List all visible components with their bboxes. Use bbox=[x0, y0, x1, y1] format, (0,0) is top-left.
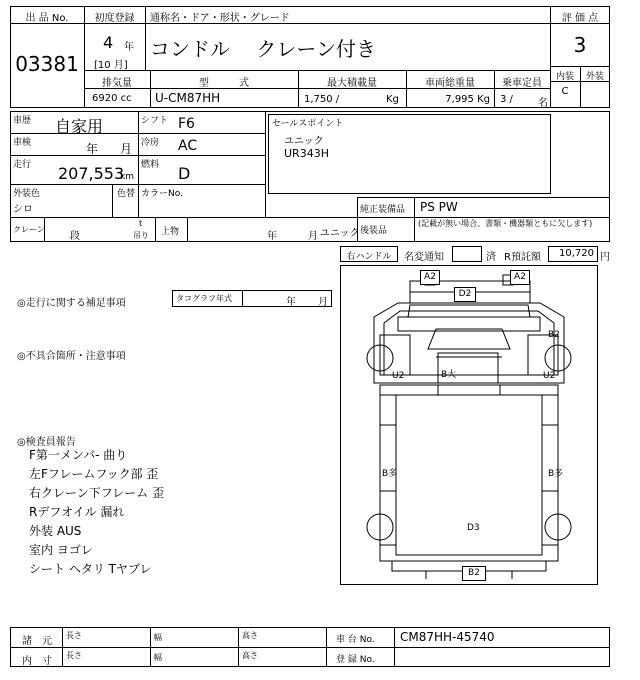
damage-tag: B大 bbox=[441, 370, 457, 380]
lot-no: 03381 bbox=[15, 52, 79, 76]
name-change-label: 名変通知 bbox=[404, 252, 444, 263]
model-code-label: 型 式 bbox=[199, 78, 249, 89]
history-label: 車歴 bbox=[13, 116, 32, 126]
first-reg-year-unit: 年 bbox=[124, 42, 134, 53]
max-load-unit: Kg bbox=[386, 94, 399, 105]
inspection-label: 車検 bbox=[13, 138, 32, 148]
history: 自家用 bbox=[55, 117, 104, 136]
inspector-line: Rデフオイル 漏れ bbox=[29, 505, 125, 519]
shift-label: シフト bbox=[141, 116, 169, 126]
max-load-label: 最大積載量 bbox=[327, 78, 377, 89]
return-label: 済 bbox=[486, 252, 496, 263]
len-label: 長さ bbox=[66, 651, 82, 660]
inspector-line: 室内 ヨゴレ bbox=[29, 543, 93, 557]
gross-weight-label: 車両総重量 bbox=[425, 78, 475, 89]
name-change-box bbox=[452, 246, 482, 262]
model-name-label: 通称名・ドア・形状・グレード bbox=[150, 13, 290, 24]
gross-weight: 7,995 Kg bbox=[445, 94, 490, 105]
damage-tag: B多 bbox=[548, 469, 564, 479]
defects-label: ◎不具合箇所・注意事項 bbox=[17, 351, 126, 362]
crane-label: クレーン bbox=[13, 225, 45, 234]
truck-outline bbox=[340, 265, 598, 585]
damage-tag: U2 bbox=[543, 371, 556, 381]
reg-label: 登 録 No. bbox=[336, 655, 375, 665]
crane-hanging-label: 吊り bbox=[133, 231, 149, 240]
capacity: 3 / bbox=[500, 94, 513, 105]
exterior-label: 外装 bbox=[585, 72, 604, 82]
aftermarket-label: 後装品 bbox=[360, 226, 388, 236]
color-no-label: 色替 bbox=[117, 189, 136, 199]
damage-tag: D2 bbox=[454, 287, 476, 302]
equip: PS PW bbox=[420, 200, 458, 214]
max-load: 1,750 / bbox=[304, 94, 340, 105]
steering: 右ハンドル bbox=[346, 252, 392, 262]
displacement: 6920 cc bbox=[92, 93, 132, 104]
damage-tag: A2 bbox=[420, 270, 440, 285]
sales-point-label: セールスポイント bbox=[272, 119, 344, 129]
displacement-label: 排気量 bbox=[102, 78, 132, 89]
inspector-line: 右クレーン下フレーム 歪 bbox=[29, 486, 165, 500]
size-label: 内 寸 bbox=[22, 656, 52, 667]
interior-label: 内装 bbox=[555, 72, 574, 82]
damage-tag: B2 bbox=[462, 566, 486, 581]
inspector-line: 外装 AUS bbox=[29, 524, 82, 538]
spec-label: 諸 元 bbox=[22, 636, 52, 647]
capacity-label: 乗車定員 bbox=[502, 78, 542, 89]
model-code: U-CM87HH bbox=[155, 91, 221, 105]
mileage-unit: km bbox=[120, 172, 134, 182]
chassis-label: 車 台 No. bbox=[336, 635, 375, 645]
recycle-amount: 10,720 bbox=[559, 248, 594, 259]
height-label: 高さ bbox=[242, 631, 258, 640]
model-name: コンドル クレーン付き bbox=[150, 37, 376, 61]
inspector-line: シート ヘタリ Tヤブレ bbox=[29, 562, 152, 576]
inspector-line: F第一メンバ- 曲り bbox=[29, 448, 128, 462]
lot-no-label: 出 品 No. bbox=[25, 13, 69, 24]
aftermarket-note: (記載が無い場合、書類・機器類ともに欠します) bbox=[418, 219, 593, 228]
interior-grade: C bbox=[561, 86, 569, 97]
recycle-label: R預託額 bbox=[504, 252, 541, 263]
inspector-label: ◎検査員報告 bbox=[17, 437, 76, 448]
grade-label: 評 価 点 bbox=[561, 13, 599, 24]
equip-label: 純正装備品 bbox=[360, 205, 406, 215]
width-label: 幅 bbox=[154, 653, 162, 662]
grade: 3 bbox=[573, 33, 587, 57]
color-code-label: カラーNo. bbox=[141, 189, 183, 199]
ac: AC bbox=[178, 138, 198, 154]
damage-tag: A2 bbox=[510, 270, 530, 285]
width-label: 幅 bbox=[154, 633, 162, 642]
inspection-month: 月 bbox=[120, 142, 133, 156]
inspector-line: 左Fフレームフック部 歪 bbox=[29, 467, 159, 481]
damage-tag: U2 bbox=[392, 371, 405, 381]
tacho-label: タコグラフ年式 bbox=[176, 294, 232, 303]
len-label: 長さ bbox=[66, 631, 82, 640]
capacity-unit: 名 bbox=[538, 98, 548, 109]
crane-stage-unit: 段 bbox=[70, 231, 80, 242]
upper-label: 上物 bbox=[161, 227, 180, 237]
fuel: D bbox=[178, 164, 191, 183]
tacho-month-unit: 月 bbox=[318, 297, 328, 308]
color-label: 外装色 bbox=[13, 189, 41, 199]
mileage-label: 走行 bbox=[13, 160, 32, 170]
upper-year-unit: 年 bbox=[267, 231, 277, 242]
mileage: 207,553 bbox=[58, 164, 125, 183]
damage-tag: B2 bbox=[548, 330, 560, 340]
first-reg-label: 初度登録 bbox=[94, 13, 135, 24]
fuel-label: 燃料 bbox=[141, 160, 160, 170]
driving-label: ◎走行に関する補足事項 bbox=[17, 298, 126, 309]
damage-tag: D3 bbox=[467, 523, 480, 533]
shift: F6 bbox=[178, 116, 195, 132]
sales-point-1: ユニック bbox=[284, 136, 324, 147]
sales-point-2: UR343H bbox=[284, 147, 329, 160]
upper-month-unit: 月 bbox=[308, 231, 318, 242]
first-reg-month: [10 月] bbox=[94, 60, 128, 71]
crane-ton-unit: t bbox=[139, 219, 143, 228]
color: シロ bbox=[13, 204, 33, 215]
yen-unit: 円 bbox=[600, 252, 610, 263]
ac-label: 冷房 bbox=[141, 138, 160, 148]
height-label: 高さ bbox=[242, 651, 258, 660]
damage-tag: B多 bbox=[382, 469, 398, 479]
upper-maker: ユニック bbox=[320, 228, 360, 239]
chassis-no: CM87HH-45740 bbox=[400, 630, 495, 644]
first-reg-year: 4 bbox=[103, 33, 114, 52]
tacho-year-unit: 年 bbox=[286, 297, 296, 308]
inspection-year: 年 bbox=[86, 142, 99, 156]
